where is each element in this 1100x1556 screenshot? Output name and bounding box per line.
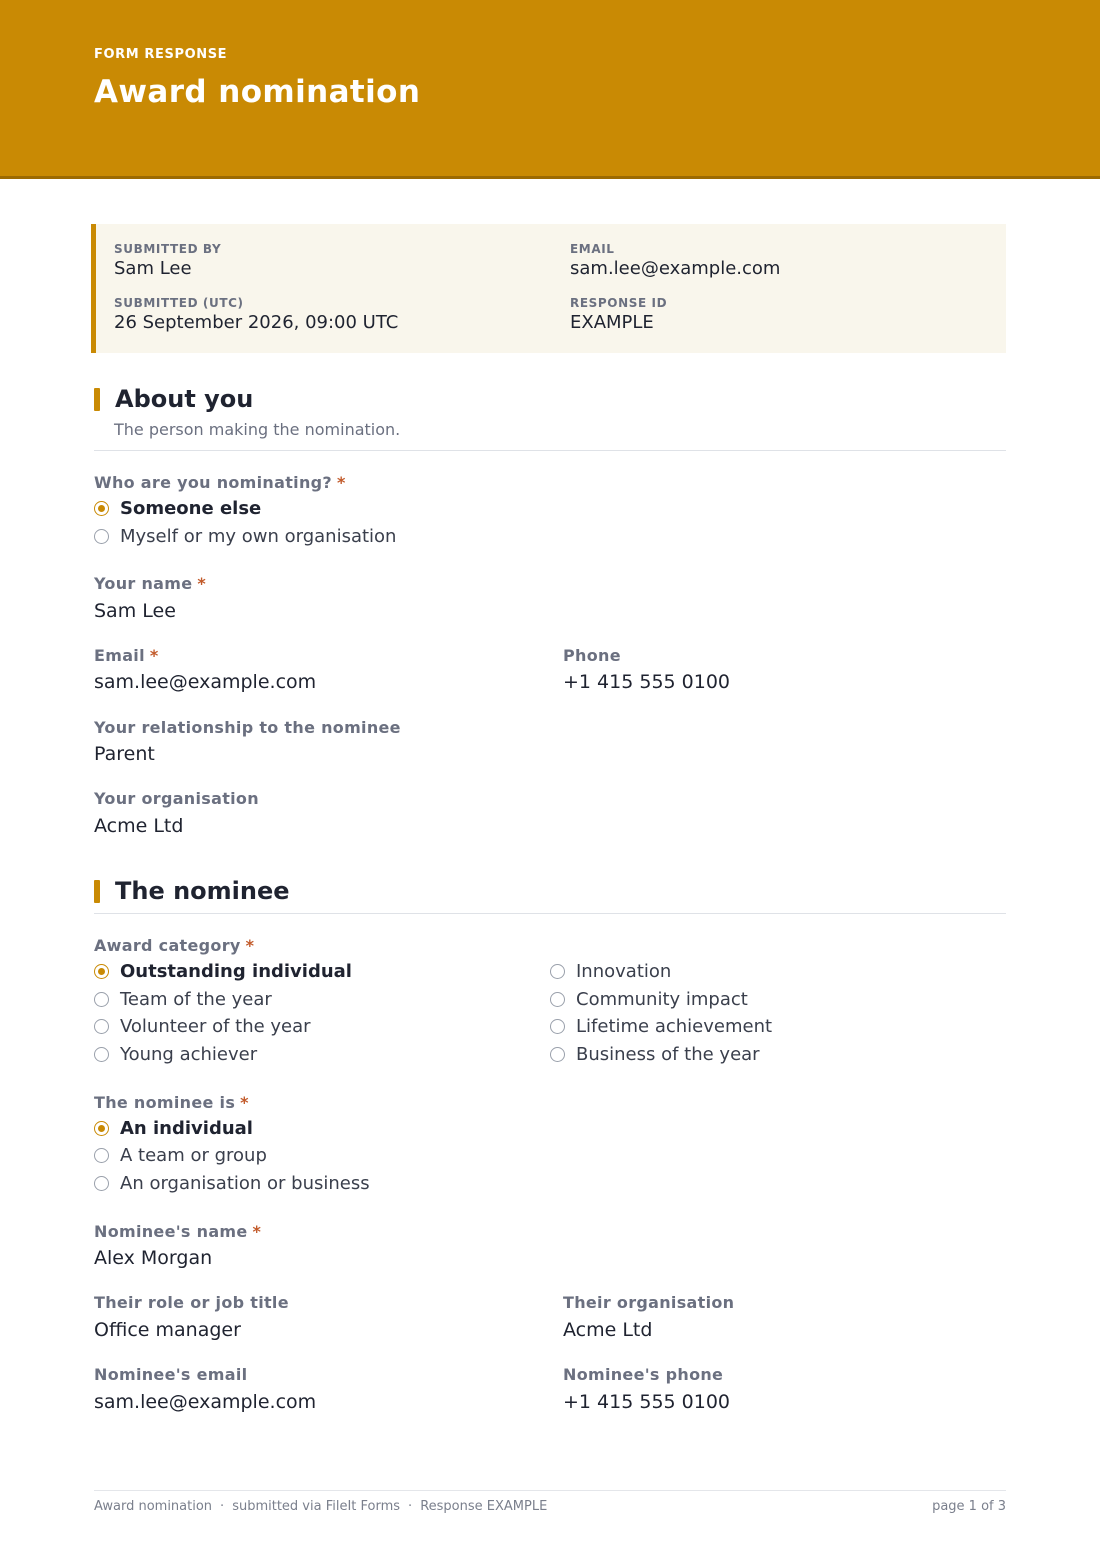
label-text: Nominee's email xyxy=(94,1365,248,1384)
footer-separator: · xyxy=(220,1499,225,1514)
field-value-nominee-email: sam.lee@example.com xyxy=(94,1391,317,1413)
option-label: A team or group xyxy=(120,1145,267,1166)
field-label-nominee-email xyxy=(94,1365,247,1384)
label-text: Their role or job title xyxy=(94,1293,289,1312)
meta-label: SUBMITTED (UTC) xyxy=(114,296,244,310)
radio-option[interactable] xyxy=(94,961,352,982)
radio-option[interactable] xyxy=(94,498,261,519)
section-accent-bar xyxy=(94,880,100,903)
field-label-relationship xyxy=(94,718,401,737)
field-value-email: sam.lee@example.com xyxy=(94,671,317,693)
field-label-organisation xyxy=(94,789,259,808)
meta-value: sam.lee@example.com xyxy=(570,258,781,279)
radio-option[interactable] xyxy=(94,1044,257,1065)
label-text: Phone xyxy=(563,646,621,665)
option-label: Someone else xyxy=(120,498,262,519)
radio-unselected-icon xyxy=(550,992,565,1007)
field-value-their-organisation: Acme Ltd xyxy=(563,1319,653,1341)
meta-submitted-by xyxy=(114,242,221,280)
section-heading: The nominee xyxy=(115,877,290,905)
option-label: Team of the year xyxy=(120,989,272,1010)
field-label-nominee-type xyxy=(94,1093,249,1112)
radio-unselected-icon xyxy=(94,1176,109,1191)
option-label: Innovation xyxy=(576,961,672,982)
radio-unselected-icon xyxy=(94,992,109,1007)
meta-email xyxy=(570,242,780,280)
footer-divider xyxy=(94,1490,1006,1491)
radio-option[interactable] xyxy=(550,961,671,982)
meta-value: EXAMPLE xyxy=(570,312,654,333)
field-label-nominating xyxy=(94,473,346,492)
field-value-role: Office manager xyxy=(94,1319,241,1341)
radio-unselected-icon xyxy=(550,964,565,979)
page-header xyxy=(0,0,1100,179)
option-label: Young achiever xyxy=(120,1044,258,1065)
meta-value: 26 September 2026, 09:00 UTC xyxy=(114,312,399,333)
radio-unselected-icon xyxy=(94,1047,109,1062)
field-label-their-organisation xyxy=(563,1293,734,1312)
radio-option[interactable] xyxy=(94,526,396,547)
meta-label: RESPONSE ID xyxy=(570,296,668,310)
field-value-organisation: Acme Ltd xyxy=(94,815,184,837)
section-the-nominee xyxy=(94,877,290,905)
field-value-relationship: Parent xyxy=(94,743,155,765)
field-value-phone: +1 415 555 0100 xyxy=(563,671,731,693)
field-label-nominee-phone xyxy=(563,1365,723,1384)
page-title: Award nomination xyxy=(94,74,421,110)
label-text: The nominee is xyxy=(94,1093,236,1112)
meta-response-id xyxy=(570,296,667,334)
label-text: Award category xyxy=(94,936,241,955)
radio-unselected-icon xyxy=(94,529,109,544)
label-text: Email xyxy=(94,646,145,665)
option-label: An organisation or business xyxy=(120,1173,370,1194)
section-accent-bar xyxy=(94,388,100,411)
field-label-award-category xyxy=(94,936,254,955)
label-text: Their organisation xyxy=(563,1293,735,1312)
radio-selected-icon xyxy=(94,964,109,979)
radio-unselected-icon xyxy=(550,1019,565,1034)
required-marker: * xyxy=(245,936,255,955)
radio-unselected-icon xyxy=(94,1148,109,1163)
label-text: Your relationship to the nominee xyxy=(94,718,401,737)
section-about-you xyxy=(94,385,253,413)
required-marker: * xyxy=(149,646,159,665)
radio-option[interactable] xyxy=(94,989,272,1010)
field-label-email xyxy=(94,646,159,665)
radio-option[interactable] xyxy=(550,1016,772,1037)
option-label: Outstanding individual xyxy=(120,961,352,982)
radio-option[interactable] xyxy=(550,1044,760,1065)
footer-form-name: Award nomination xyxy=(94,1499,213,1514)
option-label: An individual xyxy=(120,1118,253,1139)
label-text: Your name xyxy=(94,574,193,593)
field-label-phone xyxy=(563,646,621,665)
footer-info xyxy=(94,1499,547,1514)
option-label: Volunteer of the year xyxy=(120,1016,311,1037)
required-marker: * xyxy=(336,473,346,492)
label-text: Your organisation xyxy=(94,789,259,808)
footer-response: Response EXAMPLE xyxy=(420,1499,548,1514)
required-marker: * xyxy=(197,574,207,593)
label-text: Who are you nominating? xyxy=(94,473,332,492)
footer-via: submitted via FileIt Forms xyxy=(232,1499,401,1514)
radio-option[interactable] xyxy=(94,1118,253,1139)
page-number: page 1 of 3 xyxy=(932,1499,1006,1514)
field-value-your-name: Sam Lee xyxy=(94,600,176,622)
field-value-nominee-phone: +1 415 555 0100 xyxy=(563,1391,731,1413)
option-label: Community impact xyxy=(576,989,748,1010)
radio-option[interactable] xyxy=(94,1173,370,1194)
field-label-nominee-name xyxy=(94,1222,261,1241)
meta-label: SUBMITTED BY xyxy=(114,242,222,256)
field-label-your-name xyxy=(94,574,206,593)
radio-option[interactable] xyxy=(550,989,748,1010)
radio-selected-icon xyxy=(94,1121,109,1136)
footer-separator: · xyxy=(408,1499,413,1514)
radio-unselected-icon xyxy=(550,1047,565,1062)
section-divider xyxy=(94,450,1006,451)
radio-option[interactable] xyxy=(94,1016,311,1037)
label-text: Nominee's name xyxy=(94,1222,248,1241)
required-marker: * xyxy=(252,1222,262,1241)
section-heading: About you xyxy=(115,385,254,413)
submission-meta xyxy=(91,224,1006,353)
meta-submitted-utc xyxy=(114,296,398,334)
section-description: The person making the nomination. xyxy=(114,420,401,439)
meta-value: Sam Lee xyxy=(114,258,192,279)
header-eyebrow: FORM RESPONSE xyxy=(94,47,228,62)
label-text: Nominee's phone xyxy=(563,1365,724,1384)
section-divider xyxy=(94,913,1006,914)
radio-option[interactable] xyxy=(94,1145,267,1166)
field-value-nominee-name: Alex Morgan xyxy=(94,1247,213,1269)
option-label: Lifetime achievement xyxy=(576,1016,773,1037)
field-label-role xyxy=(94,1293,289,1312)
required-marker: * xyxy=(240,1093,249,1112)
option-label: Business of the year xyxy=(576,1044,760,1065)
meta-label: EMAIL xyxy=(570,242,615,256)
radio-selected-icon xyxy=(94,501,109,516)
radio-unselected-icon xyxy=(94,1019,109,1034)
option-label: Myself or my own organisation xyxy=(120,526,397,547)
